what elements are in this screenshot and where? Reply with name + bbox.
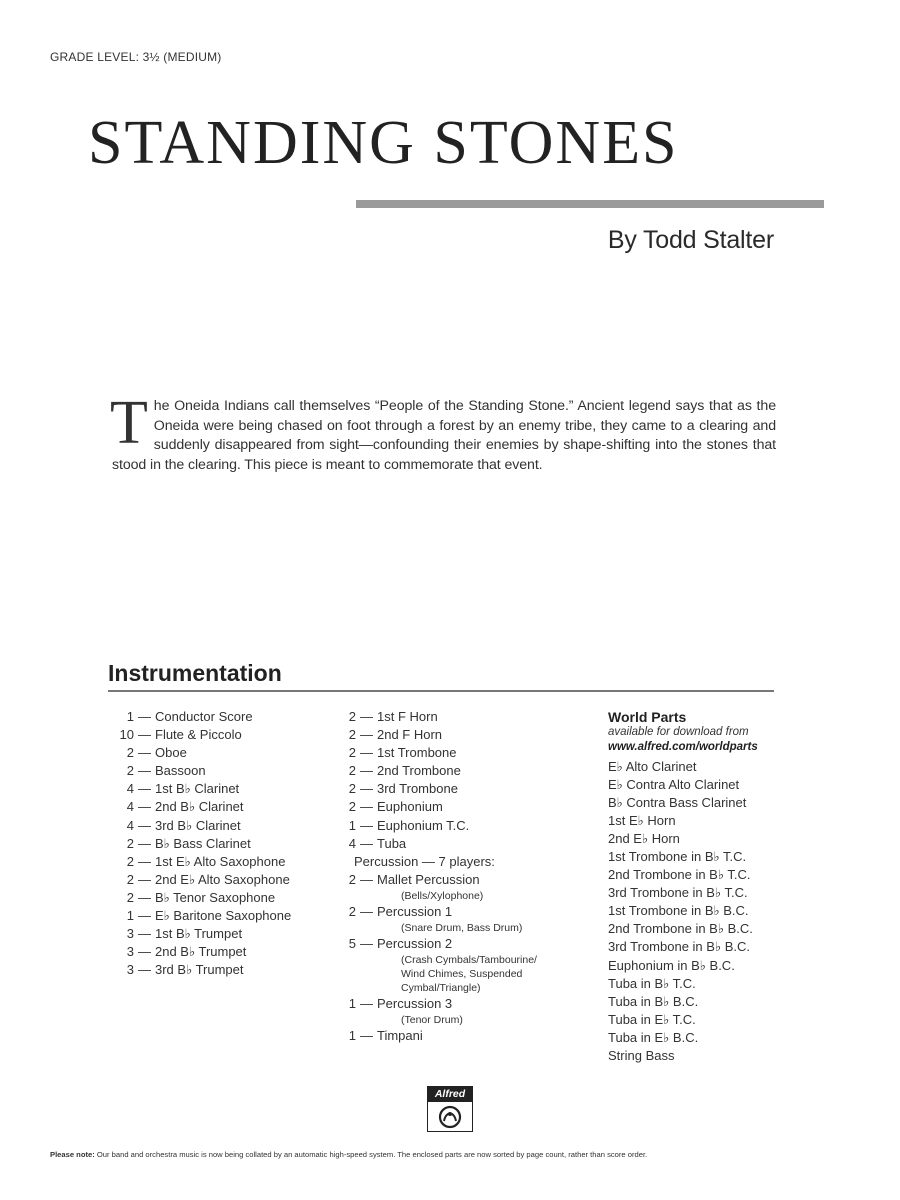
- instrument-row: [112, 925, 332, 943]
- dash-separator: —: [138, 835, 151, 851]
- instrument-name: 2nd F Horn: [377, 727, 443, 743]
- instrument-quantity: 4: [348, 835, 356, 851]
- grade-level: GRADE LEVEL: 3½ (MEDIUM): [50, 50, 222, 64]
- instrument-quantity: 2: [126, 835, 134, 851]
- instrument-name: 2nd B♭ Trumpet: [155, 944, 247, 960]
- instrument-row: [346, 1027, 576, 1045]
- alfred-logo-text: Alfred: [428, 1087, 472, 1102]
- instrument-quantity: 4: [126, 781, 134, 797]
- instrument-row: [346, 835, 576, 853]
- dash-separator: —: [138, 962, 151, 978]
- instrument-quantity: 2: [126, 853, 134, 869]
- dash-separator: —: [138, 727, 151, 743]
- alfred-logo: [427, 1086, 473, 1132]
- instrument-row: [346, 708, 576, 726]
- percussion-note: (Tenor Drum): [401, 1014, 463, 1027]
- instrument-name: 2nd B♭ Clarinet: [155, 799, 244, 815]
- dash-separator: —: [360, 1028, 373, 1044]
- instrument-row: [112, 817, 332, 835]
- instrument-quantity: 2: [126, 889, 134, 905]
- world-part-item: Euphonium in B♭ B.C.: [608, 957, 735, 973]
- world-part-item: B♭ Contra Bass Clarinet: [608, 794, 747, 810]
- instrument-row: [112, 889, 332, 907]
- instrument-row: [112, 835, 332, 853]
- instrument-name: 3rd B♭ Clarinet: [155, 817, 241, 833]
- instrument-name: Percussion 2: [377, 936, 453, 952]
- instrument-quantity: 4: [126, 817, 134, 833]
- instrument-quantity: 10: [119, 727, 134, 743]
- world-part-item: 2nd E♭ Horn: [608, 830, 680, 846]
- instrument-name: Euphonium T.C.: [377, 817, 470, 833]
- instrument-quantity: 3: [126, 926, 134, 942]
- instrument-row: [112, 726, 332, 744]
- world-part-item: E♭ Contra Alto Clarinet: [608, 776, 740, 792]
- instrument-row: [346, 903, 576, 921]
- instrument-list-column-2: [346, 708, 576, 1045]
- drop-cap: T: [110, 389, 148, 457]
- world-parts-list: [608, 758, 808, 1066]
- instrument-quantity: 1: [348, 996, 356, 1012]
- instrument-name: E♭ Baritone Saxophone: [155, 908, 292, 924]
- dash-separator: —: [138, 781, 151, 797]
- instrument-quantity: 3: [126, 962, 134, 978]
- instrument-quantity: 2: [348, 763, 356, 779]
- dash-separator: —: [360, 781, 373, 797]
- footnote-label: Please note:: [50, 1150, 95, 1159]
- instrument-row: [346, 871, 576, 889]
- instrument-name: Tuba: [377, 835, 407, 851]
- percussion-header: Percussion — 7 players:: [354, 853, 495, 869]
- instrument-quantity: 2: [348, 709, 356, 724]
- page-title: STANDING STONES: [88, 109, 679, 177]
- instrument-quantity: 2: [126, 763, 134, 779]
- world-parts-title: World Parts: [608, 709, 687, 725]
- dash-separator: —: [360, 936, 373, 952]
- instrument-quantity: 2: [348, 799, 356, 815]
- instrument-name: 2nd Trombone: [377, 763, 461, 779]
- instrument-row: [346, 798, 576, 816]
- dash-separator: —: [138, 871, 151, 887]
- dash-separator: —: [138, 817, 151, 833]
- instrument-quantity: 2: [348, 745, 356, 761]
- instrument-row: [112, 762, 332, 780]
- dash-separator: —: [360, 727, 373, 743]
- instrument-row: [112, 943, 332, 961]
- world-part-item: 2nd Trombone in B♭ T.C.: [608, 867, 751, 883]
- instrument-quantity: 2: [126, 745, 134, 761]
- instrument-name: Euphonium: [377, 799, 443, 815]
- instrument-name: Oboe: [155, 745, 187, 761]
- dash-separator: —: [360, 763, 373, 779]
- instrument-quantity: 2: [126, 871, 134, 887]
- instrument-name: 3rd B♭ Trumpet: [155, 962, 244, 978]
- instrument-quantity: 1: [126, 908, 134, 924]
- world-part-item: 1st Trombone in B♭ T.C.: [608, 848, 747, 864]
- instrument-row: [112, 961, 332, 979]
- instrument-row: [346, 726, 576, 744]
- footnote-text: Our band and orchestra music is now being collated by an automatic high-speed system. The enclosed parts are now sorted by page count, rather than score order.: [96, 1150, 648, 1159]
- world-part-item: String Bass: [608, 1048, 675, 1063]
- instrument-row: [346, 780, 576, 798]
- world-part-item: Tuba in B♭ T.C.: [608, 975, 696, 991]
- instrument-quantity: 4: [126, 799, 134, 815]
- instrumentation-heading: Instrumentation: [108, 660, 282, 686]
- instrument-row: [112, 853, 332, 871]
- dash-separator: —: [360, 903, 373, 919]
- dash-separator: —: [138, 763, 151, 779]
- instrument-list-column-1: [112, 708, 332, 979]
- world-part-item: 1st E♭ Horn: [608, 812, 676, 828]
- instrument-name: B♭ Bass Clarinet: [155, 835, 251, 851]
- composer-byline: By Todd Stalter: [607, 226, 774, 254]
- dash-separator: —: [360, 745, 373, 761]
- instrument-row: [112, 871, 332, 889]
- dash-separator: —: [138, 908, 151, 924]
- instrument-row: [346, 935, 576, 953]
- instrument-row: [112, 708, 332, 726]
- dash-separator: —: [138, 944, 151, 960]
- world-part-item: 3rd Trombone in B♭ B.C.: [608, 939, 750, 955]
- percussion-note: (Crash Cymbals/Tambourine/ Wind Chimes, Suspended Cymbal/Triangle): [401, 954, 537, 995]
- instrument-quantity: 5: [348, 936, 356, 952]
- dash-separator: —: [360, 871, 373, 887]
- world-parts-url[interactable]: www.alfred.com/worldparts: [608, 740, 758, 753]
- world-parts-subtitle: available for download from: [608, 726, 749, 738]
- dash-separator: —: [138, 745, 151, 761]
- instrument-row: [112, 780, 332, 798]
- instrument-name: 2nd E♭ Alto Saxophone: [155, 871, 290, 887]
- dash-separator: —: [138, 926, 151, 942]
- world-part-item: 1st Trombone in B♭ B.C.: [608, 903, 749, 919]
- instrument-name: Conductor Score: [155, 709, 253, 724]
- instrument-name: 3rd Trombone: [377, 781, 458, 797]
- intro-text: he Oneida Indians call themselves “People of the Standing Stone.” Ancient legend says that as the Oneida were being chased on foot through a forest by an enemy tribe, they came to a clearing and suddenly disappeared from sight—confounding their enemies by shape-shifting into the stones that stood in the clearing. This piece is meant to commemorate that event.: [112, 398, 776, 473]
- instrumentation-rule: [108, 690, 774, 692]
- intro-paragraph: [110, 389, 776, 475]
- instrument-quantity: 1: [126, 709, 134, 724]
- instrument-name: Timpani: [377, 1028, 423, 1044]
- instrument-row: [112, 798, 332, 816]
- percussion-note: (Bells/Xylophone): [401, 889, 484, 902]
- instrument-row: [346, 995, 576, 1013]
- dash-separator: —: [138, 889, 151, 905]
- world-part-item: Tuba in E♭ T.C.: [608, 1011, 696, 1027]
- instrument-quantity: 2: [348, 871, 356, 887]
- footnote: [50, 1150, 852, 1159]
- dash-separator: —: [138, 709, 151, 724]
- world-part-item: Tuba in B♭ B.C.: [608, 993, 699, 1009]
- instrument-row: [112, 907, 332, 925]
- instrument-quantity: 2: [348, 903, 356, 919]
- instrument-name: B♭ Tenor Saxophone: [155, 889, 276, 905]
- instrument-quantity: 1: [348, 817, 356, 833]
- instrument-name: Percussion 3: [377, 996, 453, 1012]
- instrument-name: Bassoon: [155, 763, 206, 779]
- world-parts-column: [608, 708, 808, 1065]
- instrument-name: 1st B♭ Trumpet: [155, 926, 243, 942]
- dash-separator: —: [360, 709, 373, 724]
- instrument-row: [346, 762, 576, 780]
- world-part-item: E♭ Alto Clarinet: [608, 758, 697, 774]
- dash-separator: —: [138, 799, 151, 815]
- instrument-name: Percussion 1: [377, 903, 453, 919]
- instrument-name: 1st F Horn: [377, 709, 438, 724]
- instrument-name: 1st E♭ Alto Saxophone: [155, 853, 286, 869]
- world-part-item: 2nd Trombone in B♭ B.C.: [608, 921, 753, 937]
- alfred-logo-icon: [436, 1105, 464, 1129]
- instrument-row: [346, 817, 576, 835]
- world-part-item: Tuba in E♭ B.C.: [608, 1029, 699, 1045]
- dash-separator: —: [360, 996, 373, 1012]
- instrument-name: 1st B♭ Clarinet: [155, 781, 240, 797]
- instrument-name: Mallet Percussion: [377, 871, 480, 887]
- instrument-name: Flute & Piccolo: [155, 727, 242, 743]
- instrument-row: [112, 744, 332, 762]
- dash-separator: —: [360, 817, 373, 833]
- instrument-quantity: 1: [348, 1028, 356, 1044]
- dash-separator: —: [138, 853, 151, 869]
- dash-separator: —: [360, 799, 373, 815]
- percussion-note: (Snare Drum, Bass Drum): [401, 922, 523, 935]
- world-part-item: 3rd Trombone in B♭ T.C.: [608, 885, 748, 901]
- title-rule: [356, 200, 824, 208]
- instrument-quantity: 2: [348, 727, 356, 743]
- instrument-quantity: 3: [126, 944, 134, 960]
- instrument-row: [346, 744, 576, 762]
- instrument-quantity: 2: [348, 781, 356, 797]
- dash-separator: —: [360, 835, 373, 851]
- instrument-name: 1st Trombone: [377, 745, 457, 761]
